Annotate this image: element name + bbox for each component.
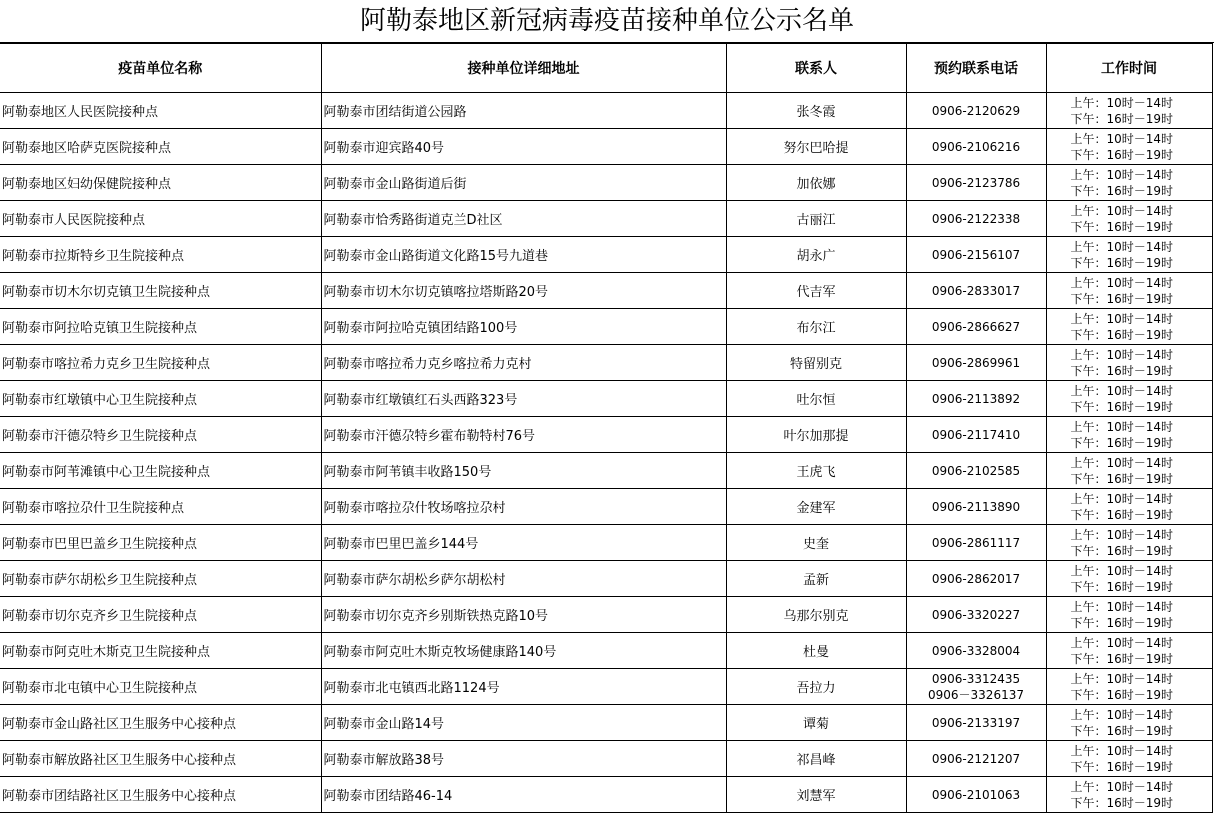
hours-cell <box>1046 633 1212 669</box>
site-name-cell: 阿勒泰地区人民医院接种点 <box>0 93 321 129</box>
afternoon-hours: 下午：16时－19时 <box>1070 291 1174 306</box>
site-name-cell: 阿勒泰市切尔克齐乡卫生院接种点 <box>0 597 321 633</box>
contact-cell: 祁昌峰 <box>726 741 906 777</box>
phone-number: 0906-3320227 <box>931 607 1021 622</box>
table-row <box>0 381 1212 417</box>
phone-number: 0906-2833017 <box>931 283 1021 298</box>
contact-cell: 叶尔加那提 <box>726 417 906 453</box>
contact-cell: 胡永广 <box>726 237 906 273</box>
phone-cell <box>906 381 1046 417</box>
address-cell: 阿勒泰市阿克吐木斯克牧场健康路140号 <box>321 633 726 669</box>
site-name-cell: 阿勒泰市阿克吐木斯克卫生院接种点 <box>0 633 321 669</box>
contact-cell: 王虎飞 <box>726 453 906 489</box>
contact-cell: 加依娜 <box>726 165 906 201</box>
site-name-cell: 阿勒泰市阿拉哈克镇卫生院接种点 <box>0 309 321 345</box>
contact-cell: 努尔巴哈提 <box>726 129 906 165</box>
phone-cell <box>906 309 1046 345</box>
hours-cell <box>1046 777 1212 813</box>
hours-cell <box>1046 741 1212 777</box>
site-name-cell: 阿勒泰市萨尔胡松乡卫生院接种点 <box>0 561 321 597</box>
phone-number: 0906-2122338 <box>931 211 1021 226</box>
phone-number: 0906-2156107 <box>931 247 1021 262</box>
table-header-row <box>0 44 1212 93</box>
afternoon-hours: 下午：16时－19时 <box>1070 327 1174 342</box>
site-name-cell: 阿勒泰市解放路社区卫生服务中心接种点 <box>0 741 321 777</box>
contact-cell: 杜曼 <box>726 633 906 669</box>
table-row <box>0 201 1212 237</box>
phone-cell <box>906 597 1046 633</box>
afternoon-hours: 下午：16时－19时 <box>1070 399 1174 414</box>
site-name-cell: 阿勒泰市拉斯特乡卫生院接种点 <box>0 237 321 273</box>
phone-number: 0906-2102585 <box>931 463 1021 478</box>
header-hours: 工作时间 <box>1046 44 1212 93</box>
table-row <box>0 345 1212 381</box>
contact-cell: 古丽江 <box>726 201 906 237</box>
contact-cell: 代吉军 <box>726 273 906 309</box>
address-cell: 阿勒泰市团结街道公园路 <box>321 93 726 129</box>
site-name-cell: 阿勒泰市切木尔切克镇卫生院接种点 <box>0 273 321 309</box>
morning-hours: 上午：10时－14时 <box>1070 563 1174 578</box>
phone-number: 0906-2861117 <box>931 535 1021 550</box>
hours-cell <box>1046 669 1212 705</box>
address-cell: 阿勒泰市解放路38号 <box>321 741 726 777</box>
phone-cell <box>906 129 1046 165</box>
contact-cell: 刘慧军 <box>726 777 906 813</box>
site-name-cell: 阿勒泰市人民医院接种点 <box>0 201 321 237</box>
morning-hours: 上午：10时－14时 <box>1070 743 1174 758</box>
hours-cell <box>1046 129 1212 165</box>
morning-hours: 上午：10时－14时 <box>1070 455 1174 470</box>
phone-cell <box>906 561 1046 597</box>
afternoon-hours: 下午：16时－19时 <box>1070 723 1174 738</box>
morning-hours: 上午：10时－14时 <box>1070 347 1174 362</box>
afternoon-hours: 下午：16时－19时 <box>1070 579 1174 594</box>
morning-hours: 上午：10时－14时 <box>1070 635 1174 650</box>
afternoon-hours: 下午：16时－19时 <box>1070 507 1174 522</box>
contact-cell: 孟新 <box>726 561 906 597</box>
site-name-cell: 阿勒泰市喀拉尕什卫生院接种点 <box>0 489 321 525</box>
afternoon-hours: 下午：16时－19时 <box>1070 147 1174 162</box>
phone-number: 0906-2123786 <box>931 175 1021 190</box>
address-cell: 阿勒泰市萨尔胡松乡萨尔胡松村 <box>321 561 726 597</box>
afternoon-hours: 下午：16时－19时 <box>1070 543 1174 558</box>
table-row <box>0 777 1212 813</box>
phone-number: 0906-3328004 <box>931 643 1021 658</box>
phone-number: 0906-2101063 <box>931 787 1021 802</box>
phone-number: 0906-2133197 <box>931 715 1021 730</box>
morning-hours: 上午：10时－14时 <box>1070 95 1174 110</box>
contact-cell: 乌那尔别克 <box>726 597 906 633</box>
phone-cell <box>906 741 1046 777</box>
phone-cell <box>906 633 1046 669</box>
afternoon-hours: 下午：16时－19时 <box>1070 435 1174 450</box>
address-cell: 阿勒泰市阿拉哈克镇团结路100号 <box>321 309 726 345</box>
phone-cell <box>906 201 1046 237</box>
afternoon-hours: 下午：16时－19时 <box>1070 183 1174 198</box>
phone-number: 0906-2106216 <box>931 139 1021 154</box>
morning-hours: 上午：10时－14时 <box>1070 203 1174 218</box>
page-title: 阿勒泰地区新冠病毒疫苗接种单位公示名单 <box>0 0 1214 43</box>
table-row <box>0 129 1212 165</box>
table-row <box>0 237 1212 273</box>
site-name-cell: 阿勒泰市喀拉希力克乡卫生院接种点 <box>0 345 321 381</box>
phone-number: 0906-2120629 <box>931 103 1021 118</box>
hours-cell <box>1046 453 1212 489</box>
site-name-cell: 阿勒泰市北屯镇中心卫生院接种点 <box>0 669 321 705</box>
address-cell: 阿勒泰市阿苇镇丰收路150号 <box>321 453 726 489</box>
site-name-cell: 阿勒泰地区哈萨克医院接种点 <box>0 129 321 165</box>
phone-cell <box>906 777 1046 813</box>
morning-hours: 上午：10时－14时 <box>1070 383 1174 398</box>
phone-cell <box>906 417 1046 453</box>
morning-hours: 上午：10时－14时 <box>1070 167 1174 182</box>
contact-cell: 张冬霞 <box>726 93 906 129</box>
header-phone: 预约联系电话 <box>906 44 1046 93</box>
phone-number: 0906-2113892 <box>931 391 1021 406</box>
phone-cell <box>906 345 1046 381</box>
afternoon-hours: 下午：16时－19时 <box>1070 111 1174 126</box>
table-row <box>0 633 1212 669</box>
morning-hours: 上午：10时－14时 <box>1070 707 1174 722</box>
table-row <box>0 561 1212 597</box>
address-cell: 阿勒泰市金山路14号 <box>321 705 726 741</box>
phone-number: 0906-2121207 <box>931 751 1021 766</box>
contact-cell: 吐尔恒 <box>726 381 906 417</box>
contact-cell: 吾拉力 <box>726 669 906 705</box>
hours-cell <box>1046 237 1212 273</box>
header-contact: 联系人 <box>726 44 906 93</box>
morning-hours: 上午：10时－14时 <box>1070 527 1174 542</box>
address-cell: 阿勒泰市恰秀路街道克兰D社区 <box>321 201 726 237</box>
afternoon-hours: 下午：16时－19时 <box>1070 363 1174 378</box>
address-cell: 阿勒泰市切尔克齐乡别斯铁热克路10号 <box>321 597 726 633</box>
contact-cell: 史奎 <box>726 525 906 561</box>
afternoon-hours: 下午：16时－19时 <box>1070 759 1174 774</box>
afternoon-hours: 下午：16时－19时 <box>1070 255 1174 270</box>
address-cell: 阿勒泰市巴里巴盖乡144号 <box>321 525 726 561</box>
hours-cell <box>1046 93 1212 129</box>
hours-cell <box>1046 417 1212 453</box>
afternoon-hours: 下午：16时－19时 <box>1070 219 1174 234</box>
hours-cell <box>1046 201 1212 237</box>
hours-cell <box>1046 381 1212 417</box>
address-cell: 阿勒泰市北屯镇西北路1124号 <box>321 669 726 705</box>
header-address: 接种单位详细地址 <box>321 44 726 93</box>
morning-hours: 上午：10时－14时 <box>1070 491 1174 506</box>
address-cell: 阿勒泰市喀拉希力克乡喀拉希力克村 <box>321 345 726 381</box>
phone-cell <box>906 93 1046 129</box>
site-name-cell: 阿勒泰市红墩镇中心卫生院接种点 <box>0 381 321 417</box>
table-row <box>0 597 1212 633</box>
phone-cell <box>906 273 1046 309</box>
address-cell: 阿勒泰市切木尔切克镇喀拉塔斯路20号 <box>321 273 726 309</box>
phone-number: 0906-2117410 <box>931 427 1021 442</box>
contact-cell: 金建军 <box>726 489 906 525</box>
table-row <box>0 489 1212 525</box>
contact-cell: 特留别克 <box>726 345 906 381</box>
site-name-cell: 阿勒泰市团结路社区卫生服务中心接种点 <box>0 777 321 813</box>
table-row <box>0 741 1212 777</box>
hours-cell <box>1046 561 1212 597</box>
phone-number: 0906-2866627 <box>931 319 1021 334</box>
phone-cell <box>906 453 1046 489</box>
morning-hours: 上午：10时－14时 <box>1070 419 1174 434</box>
site-name-cell: 阿勒泰市阿苇滩镇中心卫生院接种点 <box>0 453 321 489</box>
table-row <box>0 453 1212 489</box>
phone-number: 0906－3326137 <box>928 687 1024 702</box>
hours-cell <box>1046 309 1212 345</box>
afternoon-hours: 下午：16时－19时 <box>1070 651 1174 666</box>
hours-cell <box>1046 165 1212 201</box>
afternoon-hours: 下午：16时－19时 <box>1070 471 1174 486</box>
table-row <box>0 525 1212 561</box>
address-cell: 阿勒泰市喀拉尕什牧场喀拉尕村 <box>321 489 726 525</box>
phone-cell <box>906 237 1046 273</box>
hours-cell <box>1046 525 1212 561</box>
hours-cell <box>1046 345 1212 381</box>
table-row <box>0 417 1212 453</box>
afternoon-hours: 下午：16时－19时 <box>1070 795 1174 810</box>
address-cell: 阿勒泰市金山路街道后街 <box>321 165 726 201</box>
hours-cell <box>1046 705 1212 741</box>
phone-cell <box>906 489 1046 525</box>
address-cell: 阿勒泰市红墩镇红石头西路323号 <box>321 381 726 417</box>
phone-number: 0906-2113890 <box>931 499 1021 514</box>
table-row <box>0 93 1212 129</box>
afternoon-hours: 下午：16时－19时 <box>1070 615 1174 630</box>
contact-cell: 谭菊 <box>726 705 906 741</box>
hours-cell <box>1046 597 1212 633</box>
morning-hours: 上午：10时－14时 <box>1070 275 1174 290</box>
site-name-cell: 阿勒泰市金山路社区卫生服务中心接种点 <box>0 705 321 741</box>
morning-hours: 上午：10时－14时 <box>1070 311 1174 326</box>
afternoon-hours: 下午：16时－19时 <box>1070 687 1174 702</box>
hours-cell <box>1046 489 1212 525</box>
morning-hours: 上午：10时－14时 <box>1070 131 1174 146</box>
address-cell: 阿勒泰市团结路46-14 <box>321 777 726 813</box>
table-row <box>0 705 1212 741</box>
site-name-cell: 阿勒泰市汗德尕特乡卫生院接种点 <box>0 417 321 453</box>
phone-cell <box>906 165 1046 201</box>
header-site-name: 疫苗单位名称 <box>0 44 321 93</box>
table-row <box>0 669 1212 705</box>
table-row <box>0 165 1212 201</box>
hours-cell <box>1046 273 1212 309</box>
table-row <box>0 309 1212 345</box>
morning-hours: 上午：10时－14时 <box>1070 779 1174 794</box>
table-row <box>0 273 1212 309</box>
contact-cell: 布尔江 <box>726 309 906 345</box>
address-cell: 阿勒泰市汗德尕特乡霍布勒特村76号 <box>321 417 726 453</box>
phone-cell <box>906 525 1046 561</box>
phone-number: 0906-2862017 <box>931 571 1021 586</box>
address-cell: 阿勒泰市迎宾路40号 <box>321 129 726 165</box>
phone-number: 0906-3312435 <box>931 671 1021 686</box>
phone-cell <box>906 705 1046 741</box>
phone-number: 0906-2869961 <box>931 355 1021 370</box>
site-name-cell: 阿勒泰地区妇幼保健院接种点 <box>0 165 321 201</box>
morning-hours: 上午：10时－14时 <box>1070 599 1174 614</box>
vaccination-sites-table <box>0 43 1213 813</box>
site-name-cell: 阿勒泰市巴里巴盖乡卫生院接种点 <box>0 525 321 561</box>
morning-hours: 上午：10时－14时 <box>1070 239 1174 254</box>
phone-cell <box>906 669 1046 705</box>
morning-hours: 上午：10时－14时 <box>1070 671 1174 686</box>
address-cell: 阿勒泰市金山路街道文化路15号九道巷 <box>321 237 726 273</box>
